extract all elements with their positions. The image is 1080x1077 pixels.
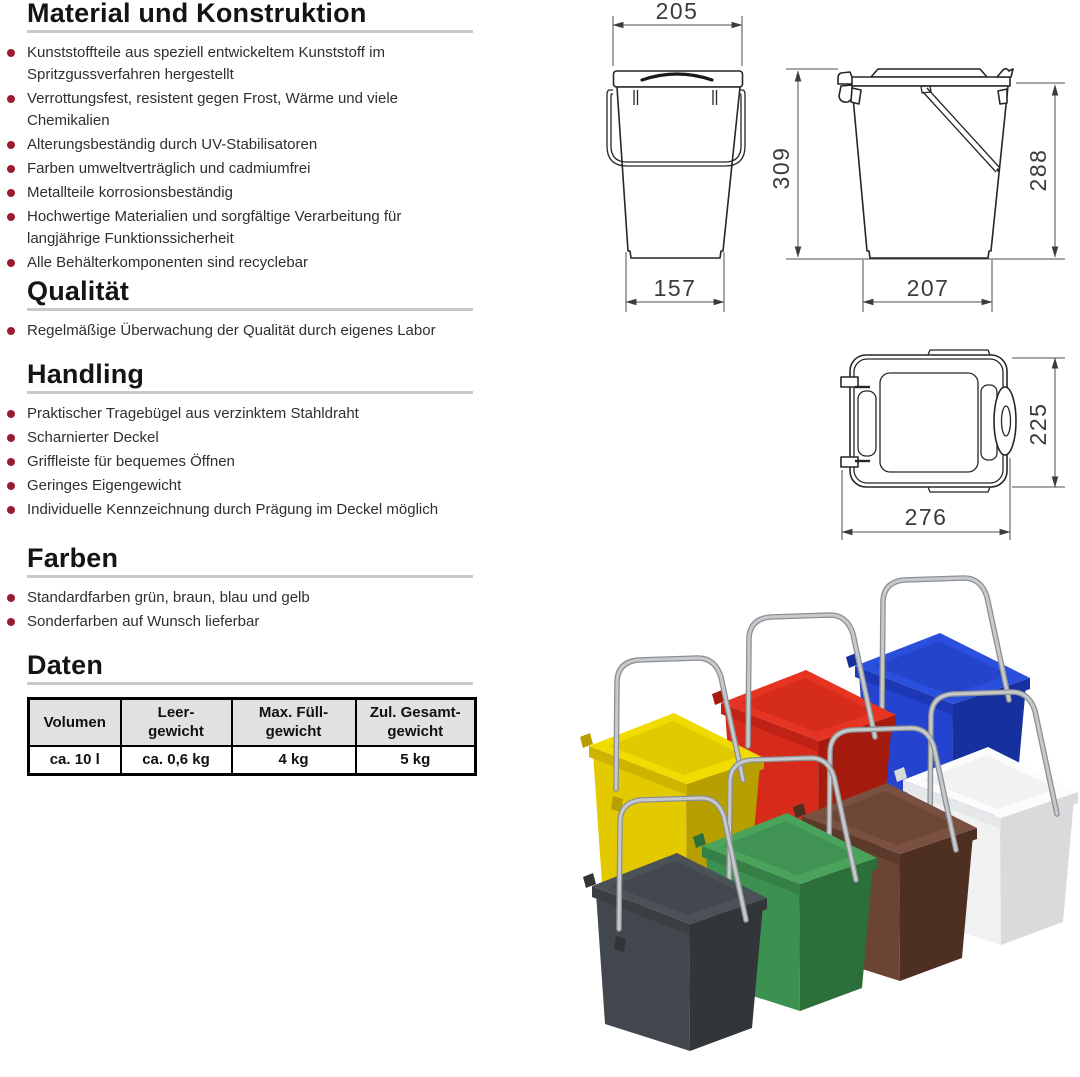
heading-rule — [27, 308, 473, 311]
section-material — [27, 0, 473, 276]
front-view-drawing — [607, 0, 745, 312]
list-item-text: Individuelle Kennzeichnung durch Prägung im Deckel möglich — [27, 501, 439, 518]
bullet-dot — [7, 327, 15, 335]
bullet-dot — [7, 434, 15, 442]
bin-body-front-view — [617, 87, 740, 258]
bin-lid-side-view — [848, 77, 1010, 86]
bullet-dot — [7, 594, 15, 602]
dimension-label-top-width: 276 — [904, 504, 948, 530]
bin-body-side-view — [852, 86, 1008, 258]
top-view-drawing — [841, 350, 1065, 540]
dimension-label-front-width: 205 — [655, 0, 699, 24]
table-data-row — [29, 746, 476, 775]
list-item-text: Praktischer Tragebügel aus verzinktem Stahldraht — [27, 405, 359, 422]
section-daten — [27, 652, 473, 776]
bullet-dot — [7, 410, 15, 418]
product-photo — [560, 560, 1080, 1077]
table-header-gesamtgewicht: Zul. Gesamt- gewicht — [356, 699, 476, 746]
bail-mount-nub — [851, 88, 861, 104]
hinge-pin — [841, 377, 858, 387]
list-item — [27, 587, 473, 609]
dimension-label-front-base: 157 — [653, 275, 697, 301]
heading-rule — [27, 30, 473, 33]
bullet-dot — [7, 482, 15, 490]
list-item — [27, 252, 473, 274]
list-item — [27, 611, 473, 633]
list-item — [27, 499, 473, 521]
section-title-daten: Daten — [27, 650, 104, 680]
list-item-text: Farben umweltverträglich und cadmiumfrei — [27, 160, 311, 177]
bin-outline-top-view — [850, 355, 1007, 487]
bullet-dot — [7, 506, 15, 514]
list-item-text: Standardfarben grün, braun, blau und gelb — [27, 589, 310, 606]
bullet-list-handling — [27, 403, 473, 521]
bullet-dot — [7, 259, 15, 267]
list-item-text: Regelmäßige Überwachung der Qualität durch eigenes Labor — [27, 322, 436, 339]
list-item-text: Hochwertige Materialien und sorgfältige Verarbeitung für langjährige Funktionssicherheit — [27, 208, 402, 247]
lid-hinge-curl — [997, 69, 1013, 77]
section-farben — [27, 545, 473, 635]
side-view-drawing — [768, 69, 1065, 312]
text-column — [27, 0, 473, 1077]
heading-rule — [27, 575, 473, 578]
bullet-list-qualitaet — [27, 320, 473, 342]
technical-drawings — [560, 0, 1080, 545]
heading-rule — [27, 391, 473, 394]
table-header-row — [29, 699, 476, 746]
list-item-text: Metallteile korrosionsbeständig — [27, 184, 233, 201]
grip-bulge — [994, 387, 1016, 455]
table-header-leergewicht: Leer- gewicht — [121, 699, 232, 746]
list-item-text: Alterungsbeständig durch UV-Stabilisatoren — [27, 136, 318, 153]
bullet-dot — [7, 141, 15, 149]
list-item-text: Alle Behälterkomponenten sind recyclebar — [27, 254, 308, 271]
dimension-label-side-total-height: 309 — [768, 146, 794, 190]
dimension-label-side-base: 207 — [906, 275, 950, 301]
list-item — [27, 206, 473, 250]
dimension-label-top-depth: 225 — [1025, 402, 1051, 446]
list-item — [27, 320, 473, 342]
list-item-text: Griffleiste für bequemes Öffnen — [27, 453, 235, 470]
cell-volumen: ca. 10 l — [29, 746, 121, 775]
list-item-text: Scharnierter Deckel — [27, 429, 159, 446]
bullet-list-farben — [27, 587, 473, 633]
bullet-dot — [7, 213, 15, 221]
handle-attachment-dot — [996, 168, 999, 171]
cell-leergewicht: ca. 0,6 kg — [121, 746, 232, 775]
section-title-handling: Handling — [27, 359, 145, 389]
data-table — [27, 697, 477, 776]
bail-mount-nub — [998, 89, 1007, 104]
section-qualitaet — [27, 278, 473, 344]
list-item — [27, 475, 473, 497]
heading-rule — [27, 682, 473, 685]
list-item — [27, 451, 473, 473]
cell-fuellgewicht: 4 kg — [232, 746, 356, 775]
section-title-qualitaet: Qualität — [27, 276, 130, 306]
list-item — [27, 403, 473, 425]
list-item — [27, 182, 473, 204]
list-item-text: Kunststoffteile aus speziell entwickeltem Kunststoff im Spritzgussverfahren hergestellt — [27, 44, 385, 83]
bullet-dot — [7, 49, 15, 57]
list-item-text: Geringes Eigengewicht — [27, 477, 182, 494]
cell-gesamtgewicht: 5 kg — [356, 746, 476, 775]
list-item — [27, 158, 473, 180]
bullet-dot — [7, 618, 15, 626]
bullet-dot — [7, 458, 15, 466]
list-item — [27, 134, 473, 156]
list-item — [27, 427, 473, 449]
list-item-text: Sonderfarben auf Wunsch lieferbar — [27, 613, 260, 630]
section-handling — [27, 361, 473, 523]
section-title-material: Material und Konstruktion — [27, 0, 367, 28]
list-item — [27, 42, 473, 86]
lid-raised-plate — [871, 69, 987, 77]
dimension-label-side-body-height: 288 — [1025, 148, 1051, 192]
table-header-fuellgewicht: Max. Füll- gewicht — [232, 699, 356, 746]
lid-grip-tab — [838, 72, 852, 84]
section-title-farben: Farben — [27, 543, 119, 573]
list-item-text: Verrottungsfest, resistent gegen Frost, Wärme und viele Chemikalien — [27, 90, 399, 129]
table-header-volumen: Volumen — [29, 699, 121, 746]
bullet-dot — [7, 189, 15, 197]
bullet-list-material — [27, 42, 473, 274]
bullet-dot — [7, 165, 15, 173]
bullet-dot — [7, 95, 15, 103]
list-item — [27, 88, 473, 132]
